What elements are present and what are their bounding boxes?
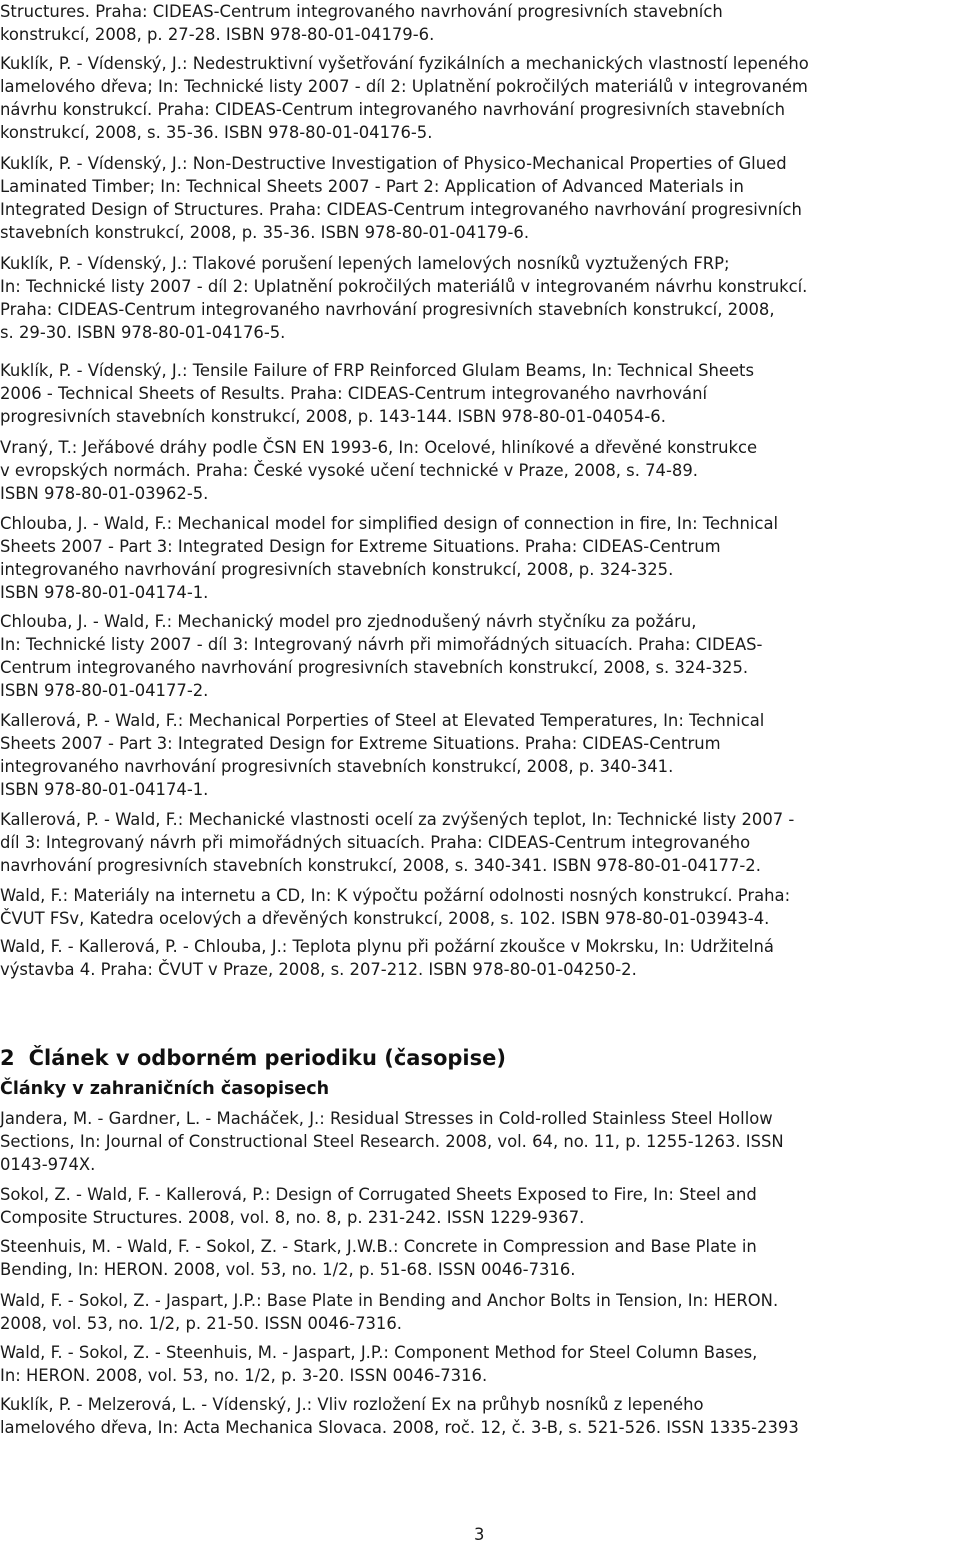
reference-line: díl 3: Integrovaný návrh při mimořádných situacích. Praha: CIDEAS-Centrum integrovaného	[0, 833, 751, 852]
reference-line: Chlouba, J. - Wald, F.: Mechanický model pro zjednodušený návrh styčníku za požáru,	[0, 612, 697, 631]
reference-line: lamelového dřeva, In: Acta Mechanica Slovaca. 2008, roč. 12, č. 3-B, s. 521-526. ISSN 1335-2393	[0, 1418, 799, 1437]
reference-entry	[0, 512, 960, 604]
reference-entry	[0, 808, 960, 877]
reference-line: výstavba 4. Praha: ČVUT v Praze, 2008, s. 207-212. ISBN 978-80-01-04250-2.	[0, 960, 637, 979]
reference-line: Chlouba, J. - Wald, F.: Mechanical model for simplified design of connection in fire, In: Technical	[0, 514, 779, 533]
reference-line: Sections, In: Journal of Constructional Steel Research. 2008, vol. 64, no. 11, p. 1255-1263. ISSN	[0, 1132, 784, 1151]
reference-entry	[0, 1289, 960, 1335]
reference-line: stavebních konstrukcí, 2008, p. 35-36. ISBN 978-80-01-04179-6.	[0, 223, 530, 242]
reference-line: Kallerová, P. - Wald, F.: Mechanical Porperties of Steel at Elevated Temperatures, In: Technical	[0, 711, 765, 730]
reference-line: Kuklík, P. - Vídenský, J.: Tensile Failure of FRP Reinforced Glulam Beams, In: Technical Sheets	[0, 361, 755, 380]
reference-line: 2006 - Technical Sheets of Results. Praha: CIDEAS-Centrum integrovaného navrhování	[0, 384, 708, 403]
reference-line: In: Technické listy 2007 - díl 3: Integrovaný návrh při mimořádných situacích. Praha: CIDEAS-	[0, 635, 763, 654]
reference-entry	[0, 1107, 960, 1176]
reference-line: návrhu konstrukcí. Praha: CIDEAS-Centrum integrovaného navrhování progresivních stavebních	[0, 100, 786, 119]
reference-line: Kuklík, P. - Melzerová, L. - Vídenský, J.: Vliv rozložení Ex na průhyb nosníků z lepeného	[0, 1395, 704, 1414]
reference-line: Kallerová, P. - Wald, F.: Mechanické vlastnosti ocelí za zvýšených teplot, In: Technické listy 2007 -	[0, 810, 795, 829]
reference-line: Laminated Timber; In: Technical Sheets 2007 - Part 2: Application of Advanced Materials in	[0, 177, 744, 196]
reference-line: Bending, In: HERON. 2008, vol. 53, no. 1/2, p. 51-68. ISSN 0046-7316.	[0, 1260, 576, 1279]
subsection-heading: Články v zahraničních časopisech	[0, 1079, 330, 1099]
reference-line: Sheets 2007 - Part 3: Integrated Design for Extreme Situations. Praha: CIDEAS-Centrum	[0, 537, 721, 556]
reference-line: lamelového dřeva; In: Technické listy 2007 - díl 2: Uplatnění pokročilých materiálů v integrovaném	[0, 77, 808, 96]
reference-line: Structures. Praha: CIDEAS-Centrum integrovaného navrhování progresivních stavebních	[0, 2, 723, 21]
reference-entry	[0, 0, 960, 46]
reference-line: ISBN 978-80-01-04174-1.	[0, 583, 209, 602]
reference-line: ISBN 978-80-01-03962-5.	[0, 484, 209, 503]
section-title: Článek v odborném periodiku (časopise)	[28, 1046, 506, 1070]
reference-line: In: HERON. 2008, vol. 53, no. 1/2, p. 3-20. ISSN 0046-7316.	[0, 1366, 488, 1385]
reference-line: Wald, F.: Materiály na internetu a CD, In: K výpočtu požární odolnosti nosných konstrukcí. Praha:	[0, 886, 791, 905]
reference-line: integrovaného navrhování progresivních stavebních konstrukcí, 2008, p. 340-341.	[0, 757, 674, 776]
section-number: 2	[0, 1046, 15, 1070]
reference-entry	[0, 709, 960, 801]
reference-line: navrhování progresivních stavebních konstrukcí, 2008, s. 340-341. ISBN 978-80-01-04177-2.	[0, 856, 761, 875]
reference-line: konstrukcí, 2008, p. 27-28. ISBN 978-80-01-04179-6.	[0, 25, 435, 44]
reference-line: v evropských normách. Praha: České vysoké učení technické v Praze, 2008, s. 74-89.	[0, 461, 698, 480]
reference-line: Kuklík, P. - Vídenský, J.: Non-Destructive Investigation of Physico-Mechanical Properties of Glued	[0, 154, 787, 173]
reference-line: progresivních stavebních konstrukcí, 2008, p. 143-144. ISBN 978-80-01-04054-6.	[0, 407, 666, 426]
reference-line: Wald, F. - Sokol, Z. - Jaspart, J.P.: Base Plate in Bending and Anchor Bolts in Tension, In: HERON.	[0, 1291, 779, 1310]
reference-entry	[0, 1235, 960, 1281]
reference-entry	[0, 935, 960, 981]
page-number: 3	[474, 1525, 485, 1544]
reference-line: konstrukcí, 2008, s. 35-36. ISBN 978-80-01-04176-5.	[0, 123, 433, 142]
reference-entry	[0, 1393, 960, 1439]
reference-entry	[0, 436, 960, 505]
reference-entry	[0, 610, 960, 702]
reference-entry	[0, 884, 960, 930]
reference-entry	[0, 1341, 960, 1387]
reference-line: Wald, F. - Kallerová, P. - Chlouba, J.: Teplota plynu při požární zkoušce v Mokrsku, In: Udržitelná	[0, 937, 774, 956]
reference-line: Praha: CIDEAS-Centrum integrovaného navrhování progresivních stavebních konstrukcí, 2008,	[0, 300, 775, 319]
reference-line: Kuklík, P. - Vídenský, J.: Nedestruktivní vyšetřování fyzikálních a mechanických vlastností lepeného	[0, 54, 809, 73]
reference-entry	[0, 359, 960, 428]
reference-line: ČVUT FSv, Katedra ocelových a dřevěných konstrukcí, 2008, s. 102. ISBN 978-80-01-03943-4.	[0, 909, 770, 928]
reference-line: Steenhuis, M. - Wald, F. - Sokol, Z. - Stark, J.W.B.: Concrete in Compression and Base Plate in	[0, 1237, 757, 1256]
reference-line: 0143-974X.	[0, 1155, 96, 1174]
reference-line: 2008, vol. 53, no. 1/2, p. 21-50. ISSN 0046-7316.	[0, 1314, 402, 1333]
reference-entry	[0, 52, 960, 144]
reference-entry	[0, 152, 960, 244]
reference-line: ISBN 978-80-01-04174-1.	[0, 780, 209, 799]
reference-line: Composite Structures. 2008, vol. 8, no. 8, p. 231-242. ISSN 1229-9367.	[0, 1208, 585, 1227]
reference-line: Sheets 2007 - Part 3: Integrated Design for Extreme Situations. Praha: CIDEAS-Centrum	[0, 734, 721, 753]
reference-line: s. 29-30. ISBN 978-80-01-04176-5.	[0, 323, 286, 342]
reference-line: Integrated Design of Structures. Praha: CIDEAS-Centrum integrovaného navrhování progresivních	[0, 200, 802, 219]
reference-line: Jandera, M. - Gardner, L. - Macháček, J.: Residual Stresses in Cold-rolled Stainless Steel Hollow	[0, 1109, 773, 1128]
reference-entry	[0, 1183, 960, 1229]
reference-line: Kuklík, P. - Vídenský, J.: Tlakové porušení lepených lamelových nosníků vyztužených FRP;	[0, 254, 730, 273]
reference-line: ISBN 978-80-01-04177-2.	[0, 681, 209, 700]
reference-line: Wald, F. - Sokol, Z. - Steenhuis, M. - Jaspart, J.P.: Component Method for Steel Column Bases,	[0, 1343, 758, 1362]
reference-line: In: Technické listy 2007 - díl 2: Uplatnění pokročilých materiálů v integrovaném návrhu konstrukcí.	[0, 277, 808, 296]
section-heading	[0, 1044, 506, 1072]
reference-line: Sokol, Z. - Wald, F. - Kallerová, P.: Design of Corrugated Sheets Exposed to Fire, In: Steel and	[0, 1185, 757, 1204]
reference-entry	[0, 252, 960, 344]
reference-line: Centrum integrovaného navrhování progresivních stavebních konstrukcí, 2008, s. 324-325.	[0, 658, 749, 677]
reference-line: integrovaného navrhování progresivních stavebních konstrukcí, 2008, p. 324-325.	[0, 560, 674, 579]
reference-line: Vraný, T.: Jeřábové dráhy podle ČSN EN 1993-6, In: Ocelové, hliníkové a dřevěné konstrukce	[0, 438, 758, 457]
